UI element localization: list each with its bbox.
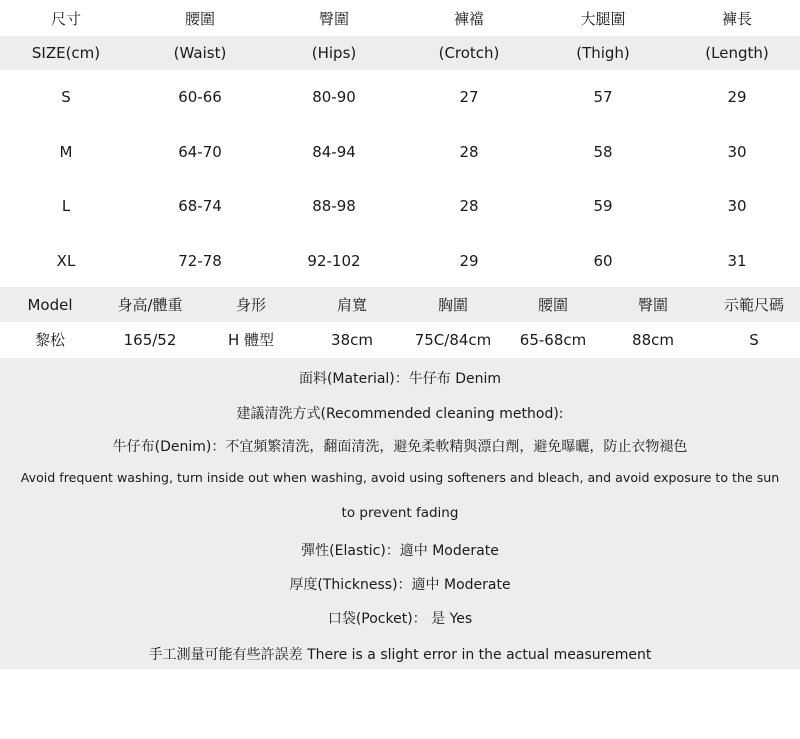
size-cell: M (59, 142, 73, 161)
model-sample-size: S (749, 330, 759, 349)
waist-cell: 60-66 (178, 88, 222, 107)
table-row (0, 179, 800, 234)
header-shoulder: 肩寬 (336, 296, 368, 314)
model-table (0, 287, 800, 357)
header-sample-size: 示範尺碼 (723, 296, 785, 314)
size-header-zh-row (0, 0, 800, 36)
header-thigh-zh: 大腿圍 (580, 9, 626, 28)
crotch-cell: 28 (459, 142, 479, 161)
header-thigh-en: (Thigh) (576, 44, 630, 62)
cleaning-en-line-1: Avoid frequent washing, turn inside out when washing, avoid using softeners and bleach, and avoid exposure to the sun (20, 470, 780, 485)
header-waist: 腰圍 (537, 296, 569, 314)
crotch-cell: 27 (459, 88, 479, 107)
header-waist-en: (Waist) (173, 44, 227, 62)
header-hips-en: (Hips) (311, 44, 357, 62)
model-height-weight: 165/52 (123, 330, 177, 349)
product-info-block (0, 358, 800, 669)
length-cell: 30 (727, 197, 747, 216)
cleaning-title: 建議清洗方式(Recommended cleaning method): (236, 406, 564, 422)
cleaning-zh: 牛仔布(Denim)：不宜頻繁清洗，翻面清洗，避免柔軟精與漂白劑，避免曝曬，防止衣物褪色 (112, 439, 688, 455)
header-chest: 胸圍 (437, 296, 469, 314)
waist-cell: 68-74 (178, 197, 222, 216)
model-chest: 75C/84cm (414, 330, 492, 349)
header-hips: 臀圍 (637, 296, 669, 314)
hips-cell: 80-90 (312, 88, 356, 107)
crotch-cell: 29 (459, 251, 479, 270)
header-length-zh: 褲長 (721, 9, 753, 28)
table-row (0, 234, 800, 289)
size-cell: L (61, 197, 71, 216)
table-row (0, 70, 800, 125)
hips-cell: 88-98 (312, 197, 356, 216)
header-crotch-en: (Crotch) (438, 44, 500, 62)
model-name: 黎松 (34, 331, 66, 349)
thigh-cell: 58 (593, 142, 613, 161)
header-size-zh: 尺寸 (50, 9, 82, 28)
header-size-en: SIZE(cm) (31, 44, 101, 62)
pocket-line: 口袋(Pocket)： 是 Yes (327, 611, 473, 627)
model-hips: 88cm (632, 330, 674, 349)
header-hips-zh: 臀圍 (318, 9, 350, 28)
size-cell: S (61, 88, 71, 107)
header-crotch-zh: 褲襠 (453, 9, 485, 28)
thigh-cell: 59 (593, 197, 613, 216)
model-header-row (0, 287, 800, 322)
size-table (0, 0, 800, 288)
material-line: 面料(Material)：牛仔布 Denim (298, 371, 502, 387)
thigh-cell: 60 (593, 251, 613, 270)
cleaning-en-line-2: to prevent fading (341, 505, 459, 521)
size-header-en-row (0, 36, 800, 70)
model-waist: 65-68cm (519, 330, 587, 349)
model-row (0, 322, 800, 357)
hips-cell: 84-94 (312, 142, 356, 161)
length-cell: 30 (727, 142, 747, 161)
thigh-cell: 57 (593, 88, 613, 107)
waist-cell: 72-78 (178, 251, 222, 270)
hips-cell: 92-102 (307, 251, 361, 270)
measurement-note: 手工測量可能有些許誤差 There is a slight error in the actual measurement (148, 647, 652, 663)
header-height-weight: 身高/體重 (117, 296, 183, 314)
table-row (0, 125, 800, 180)
model-shoulder: 38cm (331, 330, 373, 349)
elastic-line: 彈性(Elastic)：適中 Moderate (301, 543, 499, 559)
crotch-cell: 28 (459, 197, 479, 216)
header-model: Model (27, 295, 73, 314)
size-cell: XL (56, 251, 76, 270)
header-waist-zh: 腰圍 (184, 9, 216, 28)
header-body-shape: 身形 (235, 296, 267, 314)
length-cell: 31 (727, 251, 747, 270)
header-length-en: (Length) (705, 44, 769, 62)
length-cell: 29 (727, 88, 747, 107)
thickness-line: 厚度(Thickness)：適中 Moderate (289, 577, 511, 593)
model-body-shape: H 體型 (227, 331, 275, 349)
waist-cell: 64-70 (178, 142, 222, 161)
